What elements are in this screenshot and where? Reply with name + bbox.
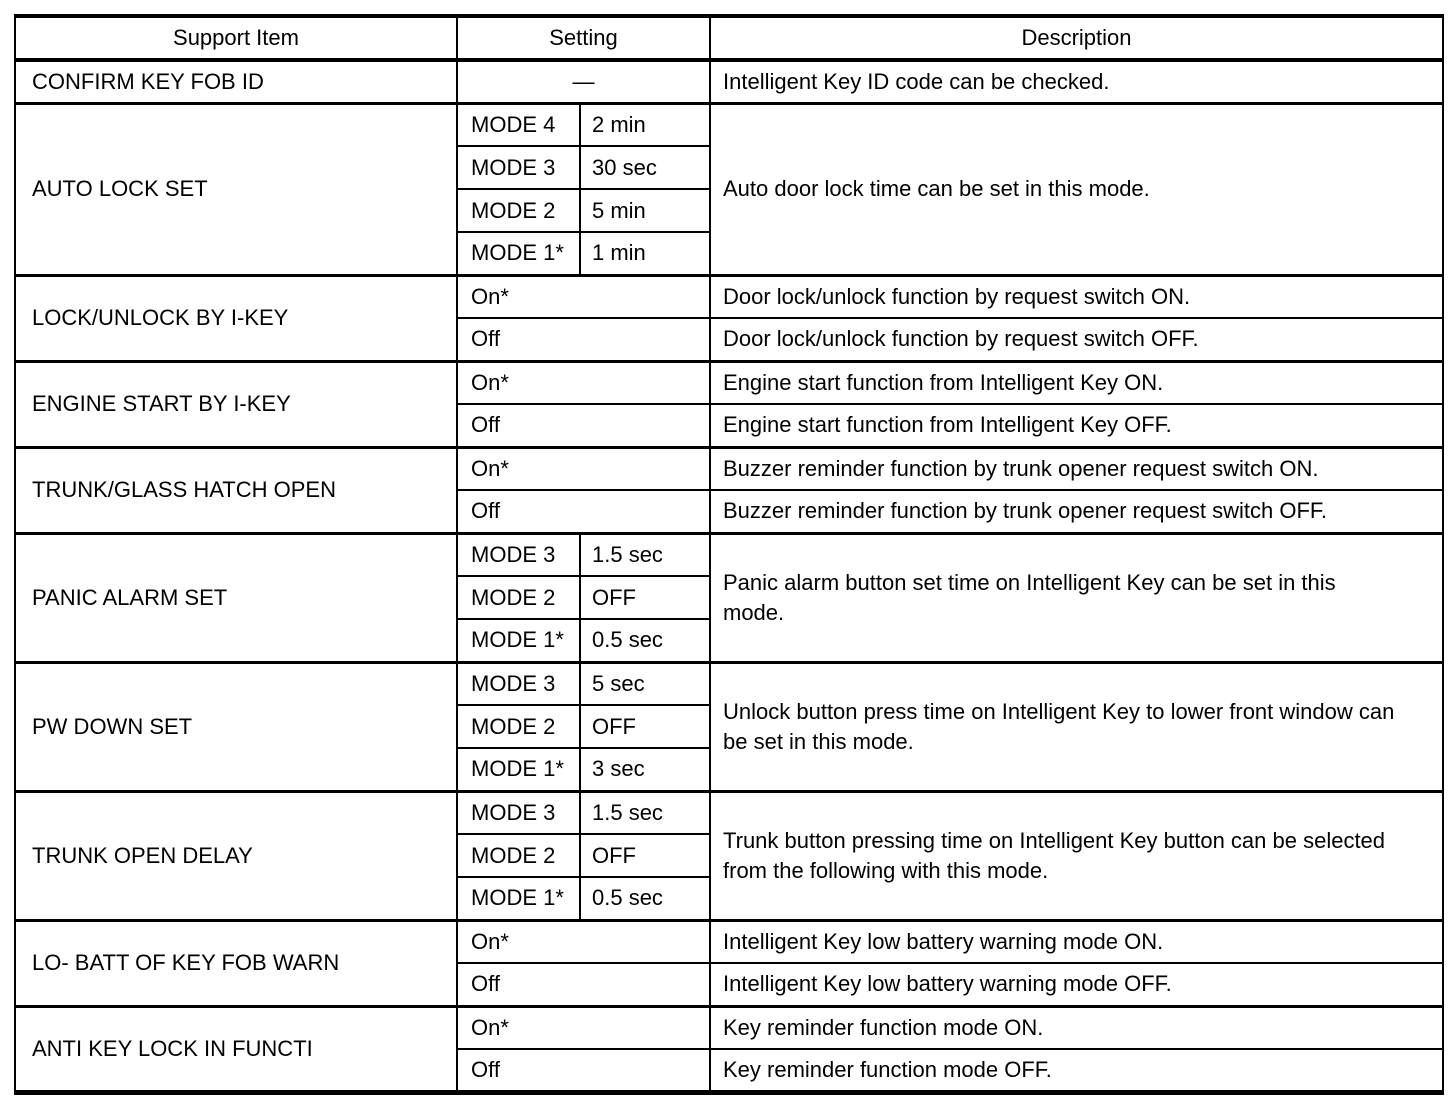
support-item-cell: AUTO LOCK SET: [15, 103, 457, 275]
table-row: [15, 60, 1443, 103]
setting-mode-cell: MODE 3: [457, 533, 580, 576]
setting-cell: On*: [457, 447, 710, 490]
description-cell: Intelligent Key low battery warning mode OFF.: [710, 963, 1443, 1006]
col-header-support-item: Support Item: [15, 16, 457, 60]
setting-cell: Off: [457, 404, 710, 447]
setting-mode-cell: MODE 1*: [457, 748, 580, 791]
setting-mode-cell: MODE 2: [457, 705, 580, 748]
description-cell: Panic alarm button set time on Intelligent Key can be set in this mode.: [710, 533, 1443, 662]
table-row: [15, 447, 1443, 490]
description-cell: Buzzer reminder function by trunk opener request switch ON.: [710, 447, 1443, 490]
setting-value-cell: OFF: [580, 834, 710, 877]
description-cell: Intelligent Key ID code can be checked.: [710, 60, 1443, 103]
description-cell: Buzzer reminder function by trunk opener request switch OFF.: [710, 490, 1443, 533]
description-cell: Engine start function from Intelligent Key OFF.: [710, 404, 1443, 447]
setting-cell: Off: [457, 318, 710, 361]
setting-cell: On*: [457, 920, 710, 963]
setting-cell: On*: [457, 361, 710, 404]
setting-value-cell: 3 sec: [580, 748, 710, 791]
support-table-body: [15, 60, 1443, 1092]
setting-mode-cell: MODE 2: [457, 576, 580, 619]
setting-value-cell: 1.5 sec: [580, 533, 710, 576]
col-header-description: Description: [710, 16, 1443, 60]
setting-value-cell: 30 sec: [580, 146, 710, 189]
setting-mode-cell: MODE 1*: [457, 877, 580, 920]
support-item-cell: CONFIRM KEY FOB ID: [15, 60, 457, 103]
description-cell: Key reminder function mode OFF.: [710, 1049, 1443, 1092]
setting-value-cell: OFF: [580, 705, 710, 748]
table-header-row: [15, 16, 1443, 60]
col-header-setting: Setting: [457, 16, 710, 60]
description-cell: Intelligent Key low battery warning mode ON.: [710, 920, 1443, 963]
setting-value-cell: 5 sec: [580, 662, 710, 705]
setting-mode-cell: MODE 2: [457, 834, 580, 877]
setting-cell: Off: [457, 963, 710, 1006]
table-row: [15, 920, 1443, 963]
support-item-cell: ENGINE START BY I-KEY: [15, 361, 457, 447]
support-item-cell: PANIC ALARM SET: [15, 533, 457, 662]
table-row: [15, 533, 1443, 576]
setting-value-cell: 0.5 sec: [580, 619, 710, 662]
setting-mode-cell: MODE 1*: [457, 232, 580, 275]
support-item-cell: LOCK/UNLOCK BY I-KEY: [15, 275, 457, 361]
description-cell: Unlock button press time on Intelligent Key to lower front window can be set in this mode.: [710, 662, 1443, 791]
support-items-table: [14, 14, 1444, 1095]
description-cell: Key reminder function mode ON.: [710, 1006, 1443, 1049]
table-row: [15, 662, 1443, 705]
support-item-cell: TRUNK OPEN DELAY: [15, 791, 457, 920]
description-cell: Auto door lock time can be set in this mode.: [710, 103, 1443, 275]
setting-mode-cell: MODE 3: [457, 146, 580, 189]
setting-mode-cell: MODE 1*: [457, 619, 580, 662]
description-cell: Trunk button pressing time on Intelligent Key button can be selected from the following with this mode.: [710, 791, 1443, 920]
support-item-cell: ANTI KEY LOCK IN FUNCTI: [15, 1006, 457, 1092]
support-item-cell: TRUNK/GLASS HATCH OPEN: [15, 447, 457, 533]
support-item-cell: LO- BATT OF KEY FOB WARN: [15, 920, 457, 1006]
setting-cell: On*: [457, 1006, 710, 1049]
table-row: [15, 791, 1443, 834]
description-cell: Engine start function from Intelligent Key ON.: [710, 361, 1443, 404]
setting-cell: Off: [457, 1049, 710, 1092]
setting-value-cell: 2 min: [580, 103, 710, 146]
setting-cell: On*: [457, 275, 710, 318]
support-item-cell: PW DOWN SET: [15, 662, 457, 791]
setting-value-cell: 1 min: [580, 232, 710, 275]
description-cell: Door lock/unlock function by request switch OFF.: [710, 318, 1443, 361]
setting-value-cell: 0.5 sec: [580, 877, 710, 920]
table-row: [15, 275, 1443, 318]
setting-mode-cell: MODE 4: [457, 103, 580, 146]
table-row: [15, 103, 1443, 146]
table-row: [15, 361, 1443, 404]
setting-mode-cell: MODE 2: [457, 189, 580, 232]
setting-value-cell: 5 min: [580, 189, 710, 232]
setting-value-cell: 1.5 sec: [580, 791, 710, 834]
description-cell: Door lock/unlock function by request switch ON.: [710, 275, 1443, 318]
setting-cell: Off: [457, 490, 710, 533]
setting-mode-cell: MODE 3: [457, 791, 580, 834]
setting-value-cell: OFF: [580, 576, 710, 619]
setting-cell: —: [457, 60, 710, 103]
table-row: [15, 1006, 1443, 1049]
setting-mode-cell: MODE 3: [457, 662, 580, 705]
